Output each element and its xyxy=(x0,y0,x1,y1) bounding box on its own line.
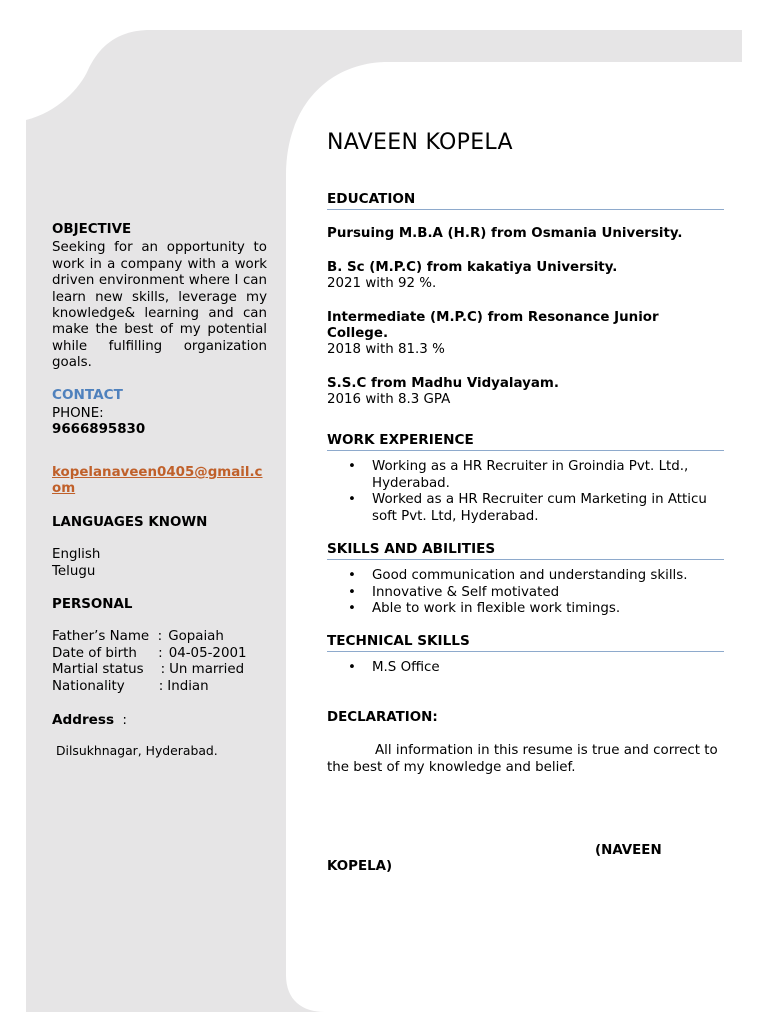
list-item: • M.S Office xyxy=(327,660,724,676)
declaration-section xyxy=(327,710,724,776)
address-heading-row xyxy=(52,712,267,728)
education-detail: 2018 with 81.3 % xyxy=(327,342,445,358)
address-text: Dilsukhnagar, Hyderabad. xyxy=(56,743,218,759)
language-item: Telugu xyxy=(52,563,96,579)
technical-heading: TECHNICAL SKILLS xyxy=(327,633,724,652)
skills-section xyxy=(327,541,724,618)
technical-section xyxy=(327,633,724,677)
education-detail: 2021 with 92 %. xyxy=(327,276,437,292)
personal-row xyxy=(52,646,267,662)
personal-row xyxy=(52,662,267,678)
signature: (NAVEEN KOPELA) xyxy=(327,843,662,875)
education-section xyxy=(327,191,724,409)
list-item: • Innovative & Self motivated xyxy=(327,585,724,601)
email-link[interactable]: kopelanaveen0405@gmail.com xyxy=(52,464,263,497)
list-item: • Worked as a HR Recruiter cum Marketing in Atticu soft Pvt. Ltd, Hyderabad. xyxy=(327,492,724,525)
list-item: • Working as a HR Recruiter in Groindia Pvt. Ltd., Hyderabad. xyxy=(327,459,724,492)
education-title: S.S.C from Madhu Vidyalayam. xyxy=(327,375,559,391)
personal-heading: PERSONAL xyxy=(52,596,133,612)
work-heading: WORK EXPERIENCE xyxy=(327,432,724,451)
address-colon: : xyxy=(122,711,128,728)
declaration-text: All information in this resume is true and correct to the best of my knowledge and belief. xyxy=(327,743,718,775)
personal-value: Gopaiah xyxy=(168,629,224,645)
sidebar xyxy=(52,222,267,760)
address-heading: Address xyxy=(52,711,115,728)
education-title: Intermediate (M.P.C) from Resonance Junior College. xyxy=(327,309,659,342)
declaration-heading: DECLARATION: xyxy=(327,710,438,725)
personal-value: Indian xyxy=(167,678,209,694)
phone-label: PHONE: xyxy=(52,406,104,422)
education-title: B. Sc (M.P.C) from kakatiya University. xyxy=(327,259,618,275)
personal-value: Un married xyxy=(169,662,245,678)
objective-heading: OBJECTIVE xyxy=(52,222,132,237)
candidate-name: NAVEEN KOPELA xyxy=(327,130,513,155)
contact-heading: CONTACT xyxy=(52,386,123,403)
personal-value: 04-05-2001 xyxy=(168,645,247,661)
personal-label: Nationality : xyxy=(52,678,164,694)
objective-text: Seeking for an opportunity to work in a company with a work driven environment where I can learn new skills, leverage my knowledge& learning and can make the best of my potential while fulfilling organization goals. xyxy=(52,240,267,371)
personal-label: Father’s Name : xyxy=(52,629,163,645)
list-item: • Able to work in flexible work timings. xyxy=(327,601,724,617)
phone-number: 9666895830 xyxy=(52,422,146,438)
education-title: Pursuing M.B.A (H.R) from Osmania University. xyxy=(327,226,683,242)
work-list xyxy=(327,459,724,525)
personal-row xyxy=(52,629,267,645)
education-detail: 2016 with 8.3 GPA xyxy=(327,392,451,408)
language-item: English xyxy=(52,547,101,563)
personal-row xyxy=(52,679,267,695)
technical-list xyxy=(327,660,724,676)
languages-heading: LANGUAGES KNOWN xyxy=(52,514,208,530)
education-heading: EDUCATION xyxy=(327,191,724,210)
personal-label: Date of birth : xyxy=(52,645,163,661)
list-item: • Good communication and understanding skills. xyxy=(327,568,724,584)
work-section xyxy=(327,432,724,525)
skills-heading: SKILLS AND ABILITIES xyxy=(327,541,724,560)
personal-details xyxy=(52,629,267,695)
skills-list xyxy=(327,568,724,617)
personal-label: Martial status : xyxy=(52,662,166,678)
